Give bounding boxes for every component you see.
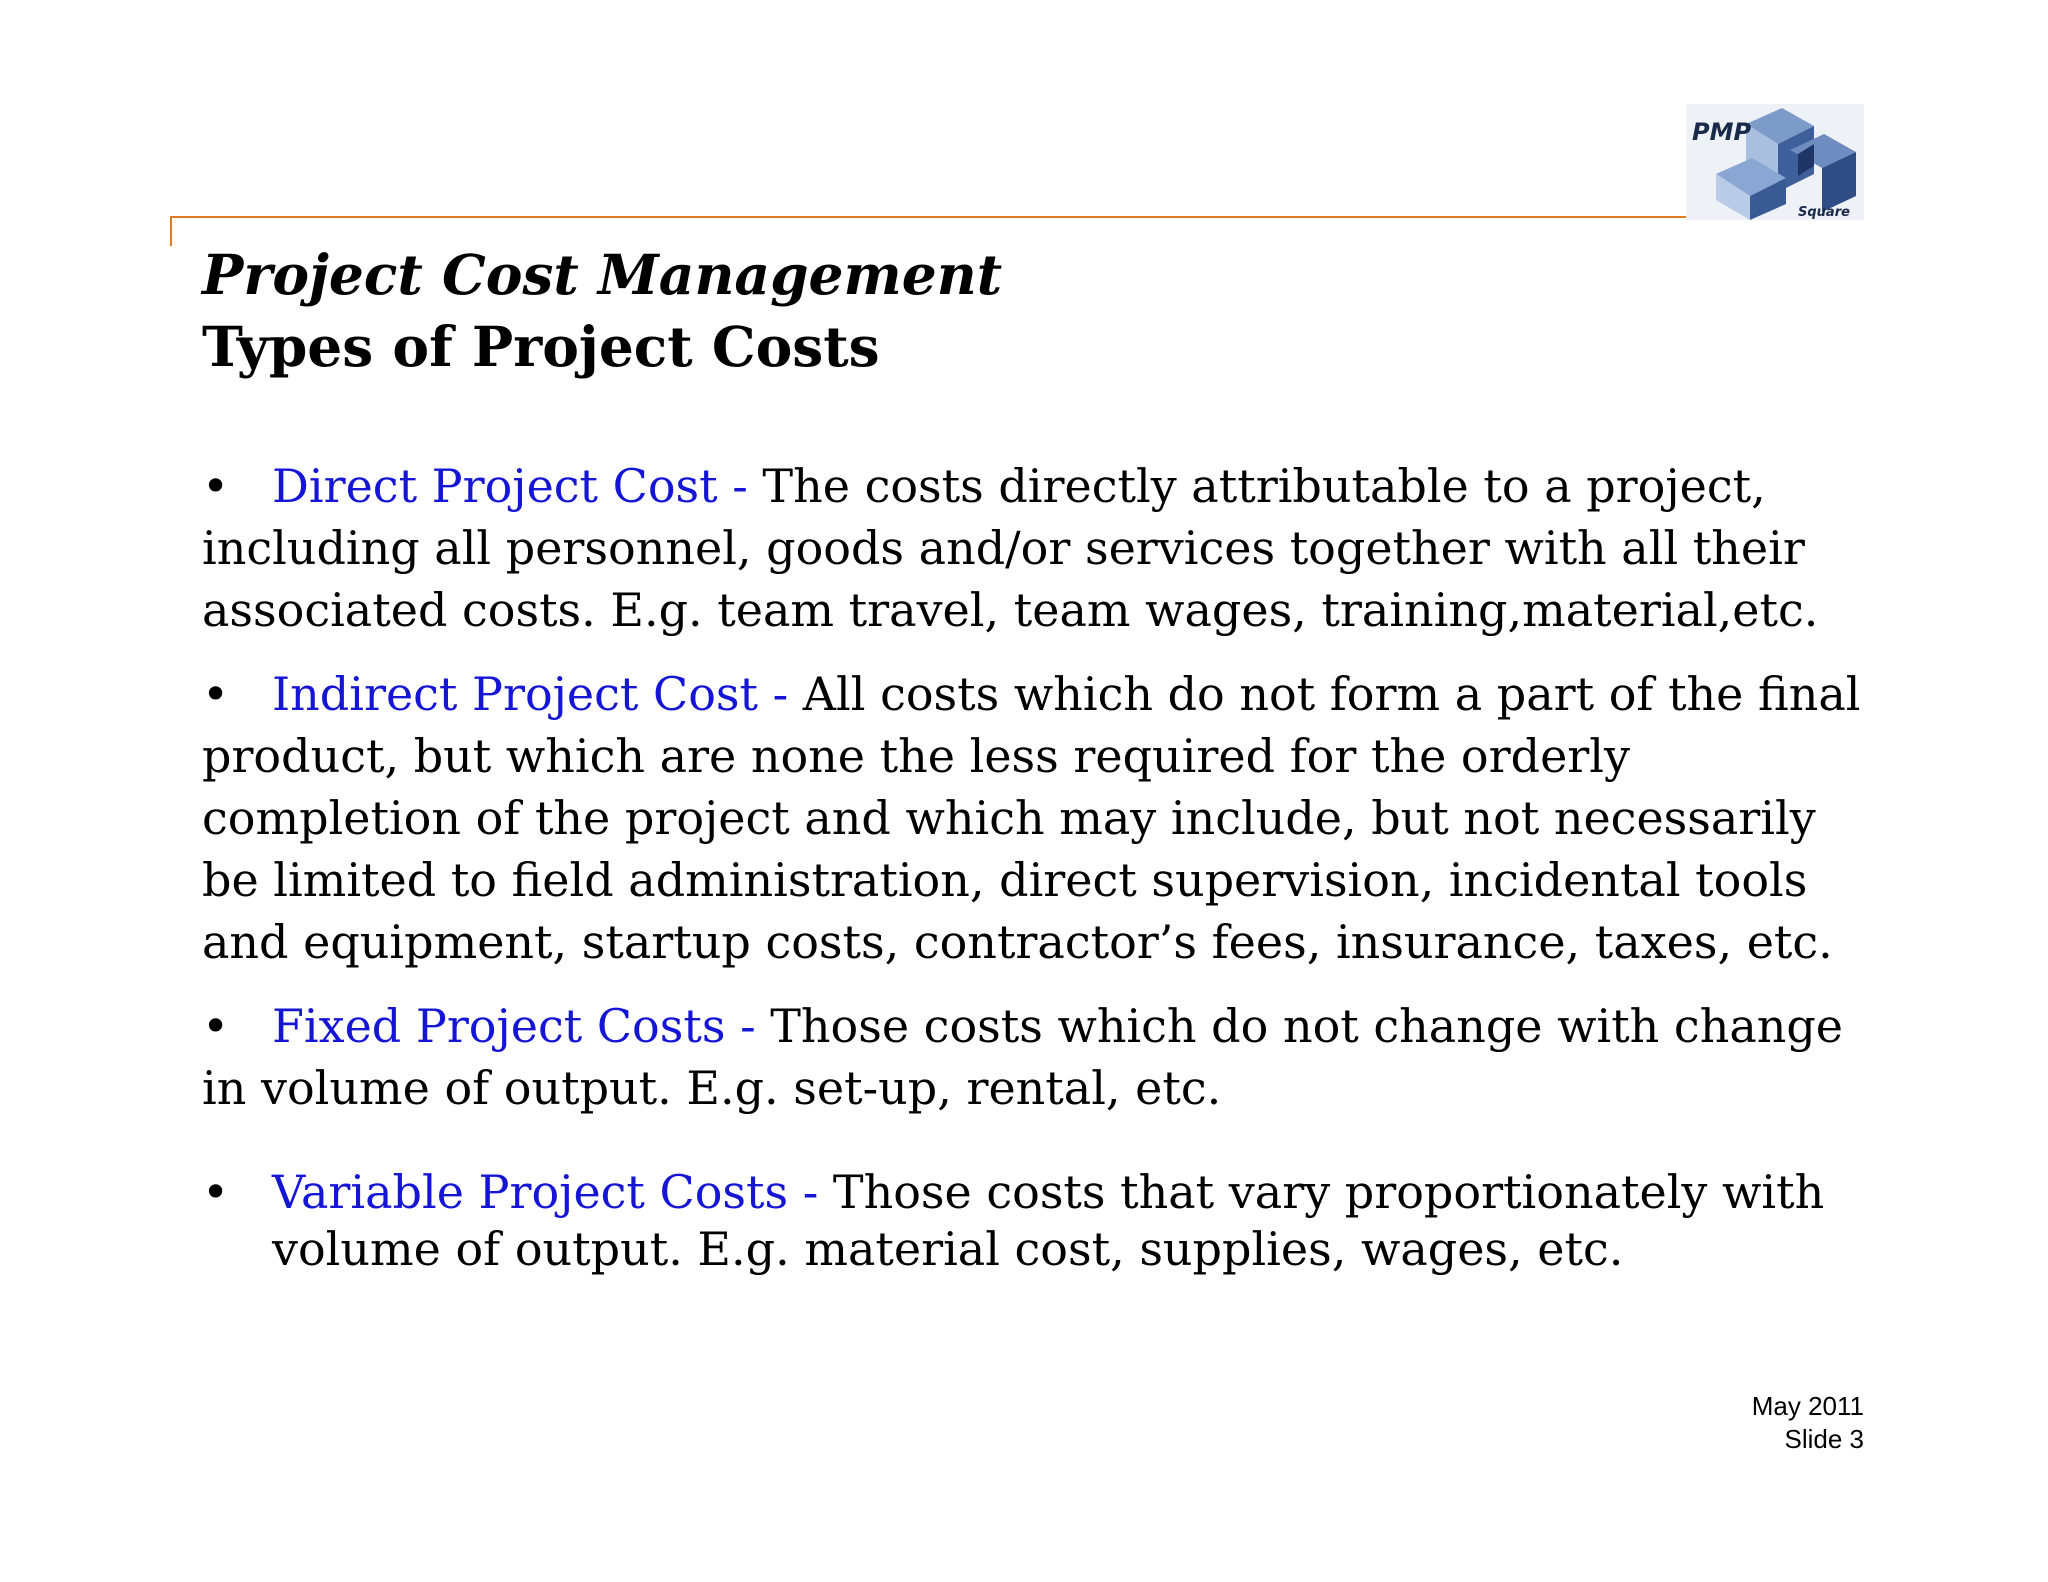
bullet-marker: •	[202, 667, 230, 721]
bullet-indirect-cost	[202, 663, 1882, 973]
slide-title: Project Cost Management	[202, 242, 1003, 307]
bullet-description: Those costs which do not change with change in volume of output. E.g. set-up, rental, etc.	[202, 999, 1844, 1115]
bullet-direct-cost	[202, 455, 1882, 641]
bullet-description: Those costs that vary proportionately with volume of output. E.g. material cost, supplies, wages, etc.	[272, 1165, 1825, 1276]
svg-text:PMP: PMP	[1692, 118, 1752, 146]
bullet-marker: •	[202, 1165, 230, 1219]
pmp-square-logo-icon	[1686, 104, 1864, 220]
bullet-term: Fixed Project Costs -	[272, 999, 756, 1053]
svg-text:Square: Square	[1798, 205, 1850, 220]
footer-date: May 2011	[1751, 1391, 1864, 1421]
bullet-description: All costs which do not form a part of the final product, but which are none the less required for the orderly completion of the project and which may include, but not necessarily be limited to field administration, direct supervision, incidental tools and equipment, startup costs, contractor’s fees, insurance, taxes, etc.	[202, 667, 1861, 969]
bullet-variable-cost	[202, 1164, 1882, 1278]
slide-subtitle: Types of Project Costs	[202, 314, 880, 379]
bullet-term: Indirect Project Cost -	[272, 667, 789, 721]
bullet-term: Direct Project Cost -	[272, 459, 748, 513]
bullet-term: Variable Project Costs -	[272, 1165, 819, 1219]
bullet-fixed-cost	[202, 995, 1882, 1119]
bullet-description: The costs directly attributable to a project, including all personnel, goods and/or services together with all their associated costs. E.g. team travel, team wages, training,material,etc.	[202, 459, 1819, 637]
bullet-list	[202, 455, 1882, 1278]
bullet-marker: •	[202, 999, 230, 1053]
footer-slide-number: Slide 3	[1784, 1424, 1864, 1454]
slide-footer	[1752, 1390, 1864, 1456]
header-rule-corner	[170, 216, 172, 246]
header-rule	[170, 216, 1686, 218]
bullet-marker: •	[202, 459, 230, 513]
